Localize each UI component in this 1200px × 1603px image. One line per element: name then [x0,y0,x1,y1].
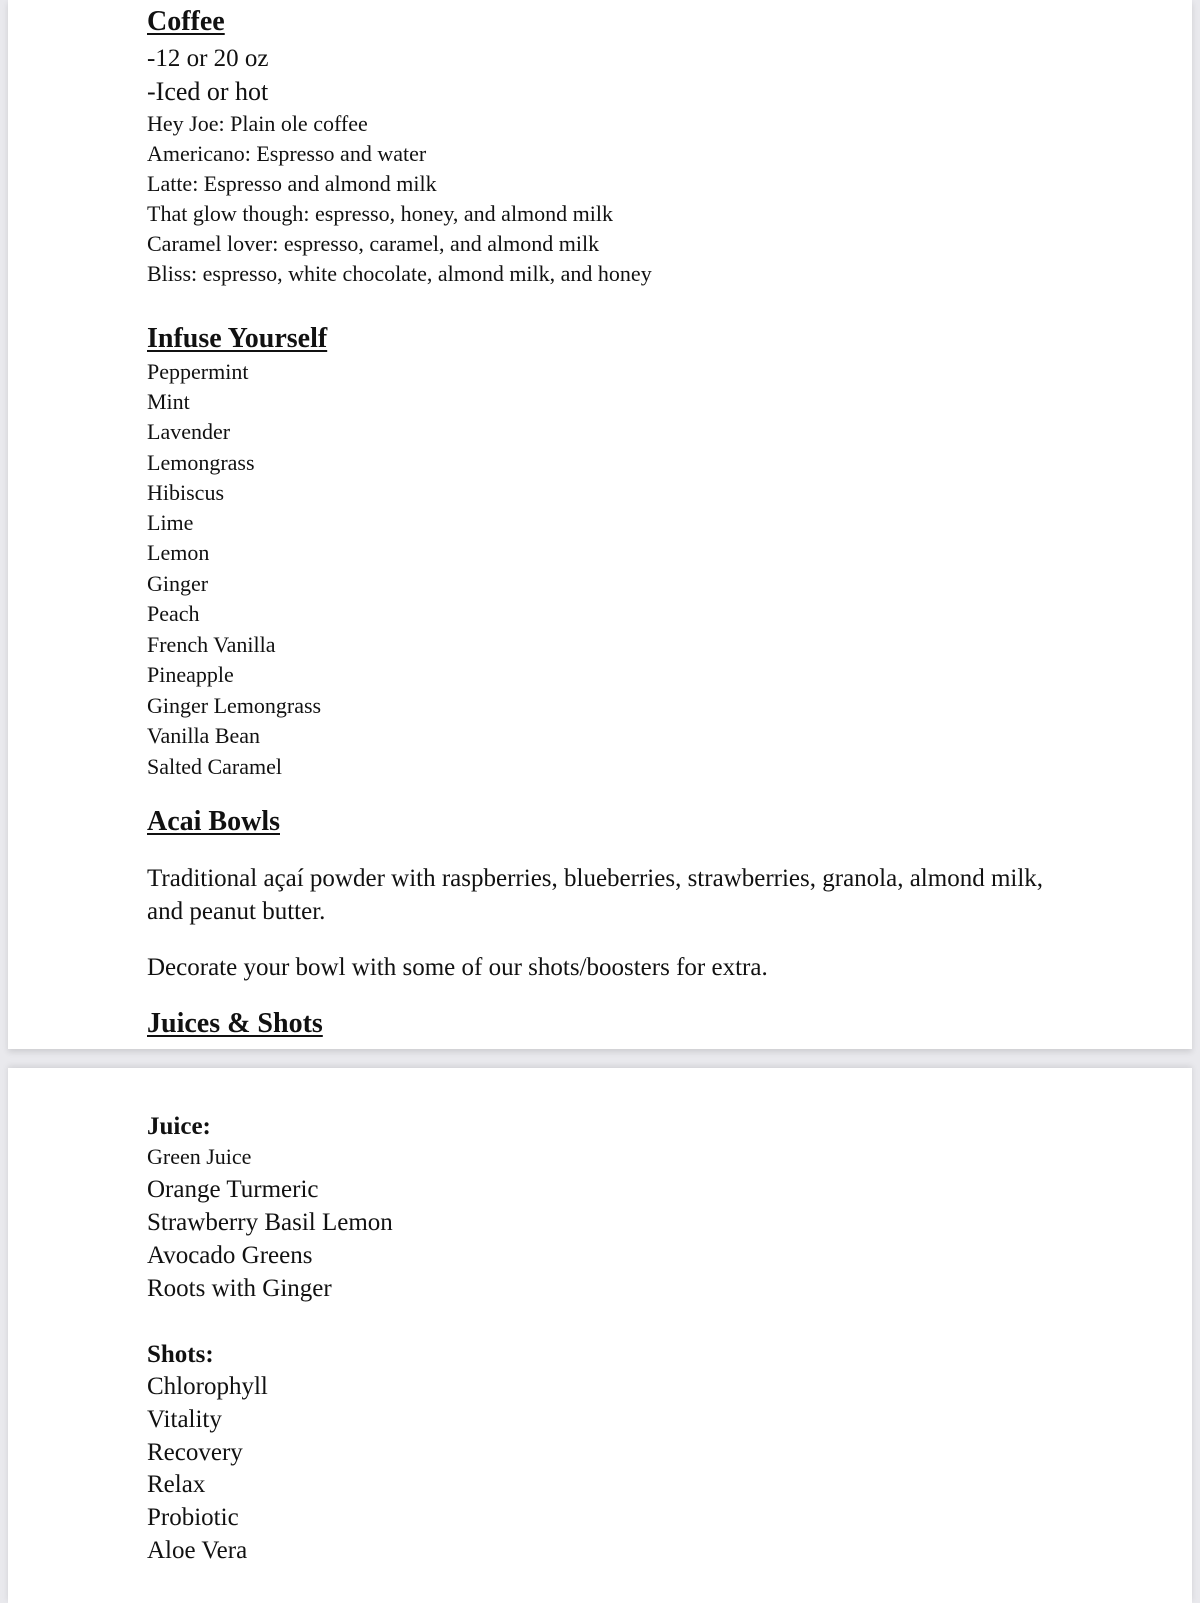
coffee-temp-option: -Iced or hot [147,77,269,106]
shot-item: Probiotic [147,1504,239,1531]
infuse-item: Lemon [147,540,210,565]
juice-item: Strawberry Basil Lemon [147,1209,393,1236]
juice-label: Juice: [147,1113,211,1140]
infuse-item: Vanilla Bean [147,723,261,748]
shot-item: Relax [147,1471,206,1498]
shot-item: Aloe Vera [147,1537,248,1564]
infuse-item: Ginger [147,571,209,596]
juice-item: Orange Turmeric [147,1176,319,1203]
acai-heading: Acai Bowls [147,806,280,837]
coffee-item: Hey Joe: Plain ole coffee [147,111,368,136]
infuse-item: Mint [147,389,190,414]
menu-page-1 [8,0,1192,1049]
infuse-item: Peppermint [147,359,249,384]
juice-item: Roots with Ginger [147,1275,332,1302]
infuse-item: Lemongrass [147,450,255,475]
acai-note: Decorate your bowl with some of our shots/boosters for extra. [147,954,768,981]
shot-item: Vitality [147,1406,222,1433]
infuse-item: Ginger Lemongrass [147,693,322,718]
coffee-item: Latte: Espresso and almond milk [147,171,437,196]
acai-description: Traditional açaí powder with raspberries, blueberries, strawberries, granola, almond milk, and peanut butter. [147,865,1044,925]
infuse-item: Hibiscus [147,480,224,505]
infuse-item: Lavender [147,419,231,444]
shots-label: Shots: [147,1341,214,1368]
shot-item: Recovery [147,1439,243,1466]
coffee-heading: Coffee [147,6,225,37]
infuse-item: Pineapple [147,662,234,687]
juice-item: Avocado Greens [147,1242,313,1269]
coffee-item: Caramel lover: espresso, caramel, and almond milk [147,231,600,256]
infuse-item: Peach [147,601,200,626]
juice-item: Green Juice [147,1144,252,1169]
coffee-item: Bliss: espresso, white chocolate, almond milk, and honey [147,261,652,286]
infuse-item: Salted Caramel [147,754,283,779]
coffee-size-option: -12 or 20 oz [147,45,269,72]
coffee-item: That glow though: espresso, honey, and almond milk [147,201,614,226]
infuse-item: French Vanilla [147,632,276,657]
infuse-item: Lime [147,510,194,535]
shot-item: Chlorophyll [147,1373,268,1400]
juices-shots-heading: Juices & Shots [147,1008,323,1039]
infuse-heading: Infuse Yourself [147,323,328,354]
menu-page-2 [8,1068,1192,1603]
coffee-item: Americano: Espresso and water [147,141,427,166]
